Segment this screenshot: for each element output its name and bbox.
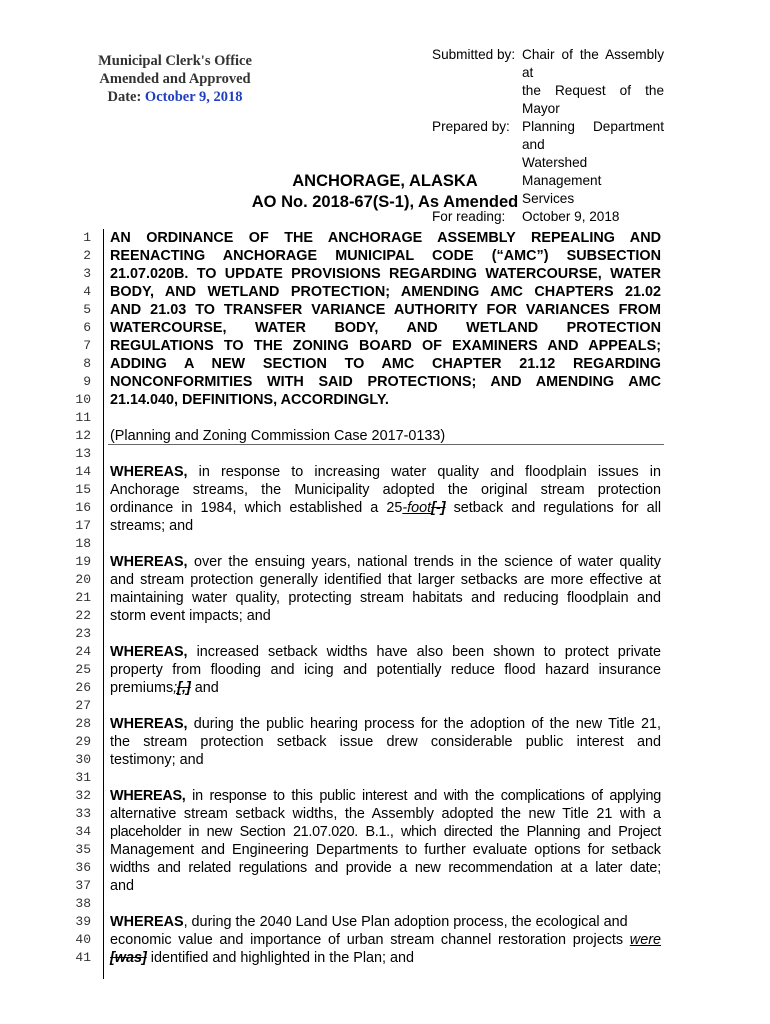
document-line (0, 337, 770, 355)
document-line (0, 589, 770, 607)
document-line (0, 373, 770, 391)
line-number: 1 (83, 230, 91, 245)
paragraph-text: setback and regulations for all (445, 500, 662, 516)
line-number: 29 (75, 734, 91, 749)
stamp-status: Amended and Approved (99, 71, 251, 87)
ordinance-title-line: BODY, AND WETLAND PROTECTION; AMENDING AMC CHAPTERS 21.02 (110, 284, 661, 300)
line-number: 15 (75, 482, 91, 497)
prepared-by-value-3: Services (522, 191, 575, 206)
submitted-by-value-2: the Request of the Mayor (522, 83, 664, 116)
line-number: 10 (75, 392, 91, 407)
whereas-label: WHEREAS, (110, 554, 188, 570)
document-line (0, 895, 770, 913)
document-line (0, 913, 770, 931)
stamp-date-value: October 9, 2018 (144, 89, 243, 105)
ordinance-title-line: 21.07.020B. TO UPDATE PROVISIONS REGARDING WATERCOURSE, WATER (110, 266, 661, 282)
line-number: 25 (75, 662, 91, 677)
document-line (0, 949, 770, 967)
document-line (0, 463, 770, 481)
line-number: 7 (83, 338, 91, 353)
ordinance-number-heading: AO No. 2018-67(S-1), As Amended (251, 193, 519, 211)
ordinance-title-line: WATERCOURSE, WATER BODY, AND WETLAND PROTECTION (110, 320, 661, 336)
whereas-paragraph-line (110, 931, 661, 949)
whereas-paragraph-line: storm event impacts; and (110, 608, 271, 624)
document-line (0, 661, 770, 679)
inserted-text: ; (173, 680, 178, 696)
document-line (0, 751, 770, 769)
line-number: 12 (75, 428, 91, 443)
paragraph-text: increased setback widths have also been shown to protect private (187, 644, 661, 660)
document-line (0, 301, 770, 319)
ordinance-title-line: REGULATIONS TO THE ZONING BOARD OF EXAMINERS AND APPEALS; (110, 338, 661, 354)
prepared-by-label: Prepared by: (432, 119, 510, 134)
line-number: 14 (75, 464, 91, 479)
line-number: 6 (83, 320, 91, 335)
whereas-paragraph-line: Anchorage streams, the Municipality adopted the original stream protection (110, 482, 661, 498)
submitted-by-value: Chair of the Assembly at (522, 47, 664, 80)
line-number: 23 (75, 626, 91, 641)
document-line (0, 769, 770, 787)
line-number: 28 (75, 716, 91, 731)
line-number: 32 (75, 788, 91, 803)
inserted-text: -foot (402, 500, 432, 516)
whereas-label: WHEREAS, (110, 464, 188, 480)
line-number: 8 (83, 356, 91, 371)
document-line (0, 409, 770, 427)
clerk-approval-stamp (80, 52, 270, 106)
deleted-text: [,] (177, 680, 191, 696)
document-line (0, 877, 770, 895)
whereas-paragraph-line: property from flooding and icing and potentially reduce flood hazard insurance (110, 662, 661, 678)
line-number: 19 (75, 554, 91, 569)
line-number: 39 (75, 914, 91, 929)
whereas-paragraph-line: streams; and (110, 518, 194, 534)
whereas-paragraph-line (110, 499, 661, 517)
ordinance-title-line: NONCONFORMITIES WITH SAID PROTECTIONS; AND AMENDING AMC (110, 374, 661, 390)
whereas-paragraph-line (110, 913, 661, 931)
whereas-paragraph-line: and stream protection generally identified that larger setbacks are more effective at (110, 572, 661, 588)
ordinance-title-line: AN ORDINANCE OF THE ANCHORAGE ASSEMBLY REPEALING AND (110, 230, 661, 246)
document-line (0, 733, 770, 751)
whereas-paragraph-line (110, 463, 661, 481)
line-number: 16 (75, 500, 91, 515)
line-number: 20 (75, 572, 91, 587)
whereas-paragraph-line: placeholder in new Section 21.07.020. B.1., which directed the Planning and Project (110, 824, 661, 840)
for-reading-label: For reading: (432, 209, 506, 224)
line-number: 11 (75, 410, 91, 425)
line-number: 9 (83, 374, 91, 389)
line-number: 31 (75, 770, 91, 785)
document-line (0, 823, 770, 841)
whereas-paragraph-line: alternative stream setback widths, the Assembly adopted the new Title 21 with a (110, 806, 661, 822)
line-number: 24 (75, 644, 91, 659)
ordinance-title-line: 21.14.040, DEFINITIONS, ACCORDINGLY. (110, 392, 389, 408)
document-line (0, 319, 770, 337)
paragraph-text: , during the 2040 Land Use Plan adoption process, the ecological and (183, 914, 628, 930)
stamp-office: Municipal Clerk's Office (98, 53, 252, 69)
whereas-label: WHEREAS (110, 914, 184, 930)
case-reference: (Planning and Zoning Commission Case 2017-0133) (110, 428, 446, 444)
whereas-paragraph-line: the stream protection setback issue drew considerable public interest and (110, 734, 661, 750)
ordinance-title-line: REENACTING ANCHORAGE MUNICIPAL CODE (“AMC”) SUBSECTION (110, 248, 661, 264)
whereas-paragraph-line (110, 679, 661, 697)
document-line (0, 643, 770, 661)
whereas-paragraph-line: widths and related regulations and provide a new recommendation at a later date; (110, 860, 661, 876)
paragraph-text: during the public hearing process for the adoption of the new Title 21, (187, 716, 661, 732)
document-line (0, 229, 770, 247)
paragraph-text: premiums (110, 680, 174, 696)
paragraph-text: in response to increasing water quality and floodplain issues in (187, 464, 661, 480)
stamp-date-label: Date: (107, 89, 142, 105)
document-line (0, 283, 770, 301)
document-line (0, 805, 770, 823)
line-number: 36 (75, 860, 91, 875)
document-line (0, 265, 770, 283)
paragraph-text: and (190, 680, 219, 696)
whereas-paragraph-line (110, 553, 661, 571)
document-line (0, 571, 770, 589)
document-line (0, 535, 770, 553)
document-line (0, 391, 770, 409)
whereas-paragraph-line (110, 715, 661, 733)
line-number: 4 (83, 284, 91, 299)
whereas-paragraph-line (110, 949, 661, 967)
line-number: 30 (75, 752, 91, 767)
submitted-by-label: Submitted by: (432, 47, 516, 62)
paragraph-text: over the ensuing years, national trends in the science of water quality (187, 554, 661, 570)
ordinance-title-line: AND 21.03 TO TRANSFER VARIANCE AUTHORITY FOR VARIANCES FROM (110, 302, 661, 318)
document-line (0, 931, 770, 949)
document-line (0, 787, 770, 805)
line-number: 26 (75, 680, 91, 695)
prepared-by-value-2: Watershed Management (522, 155, 602, 188)
line-number: 34 (75, 824, 91, 839)
whereas-paragraph-line: Management and Engineering Departments to further evaluate options for setback (110, 842, 661, 858)
deleted-text: [-] (431, 500, 446, 516)
whereas-paragraph-line: maintaining water quality, protecting stream habitats and reducing floodplain and (110, 590, 661, 606)
paragraph-text: identified and highlighted in the Plan; and (146, 950, 415, 966)
whereas-label: WHEREAS, (110, 788, 186, 804)
line-number: 41 (75, 950, 91, 965)
document-line (0, 247, 770, 265)
for-reading-value: October 9, 2018 (522, 209, 620, 224)
line-number: 35 (75, 842, 91, 857)
document-line (0, 607, 770, 625)
whereas-label: WHEREAS, (110, 644, 188, 660)
line-number: 13 (75, 446, 91, 461)
document-line (0, 427, 770, 445)
document-line (0, 697, 770, 715)
paragraph-text: economic value and importance of urban stream channel restoration projects (110, 932, 630, 948)
whereas-paragraph-line (110, 787, 661, 805)
stamp-date (80, 88, 270, 106)
deleted-text: [was] (110, 950, 147, 966)
inserted-text: were (629, 932, 661, 948)
prepared-by-value: Planning Department and (522, 119, 664, 152)
document-line (0, 859, 770, 877)
document-city-heading: ANCHORAGE, ALASKA (292, 172, 478, 190)
line-number: 2 (83, 248, 91, 263)
document-line (0, 499, 770, 517)
document-line (0, 679, 770, 697)
document-line (0, 481, 770, 499)
line-number: 27 (75, 698, 91, 713)
paragraph-text: in response to this public interest and with the complications of applying (185, 788, 661, 804)
line-number: 21 (75, 590, 91, 605)
whereas-paragraph-line: and (110, 878, 135, 894)
line-number: 17 (75, 518, 91, 533)
line-number: 33 (75, 806, 91, 821)
document-line (0, 715, 770, 733)
line-number: 38 (75, 896, 91, 911)
line-number: 40 (75, 932, 91, 947)
paragraph-text: ordinance in 1984, which established a 25 (110, 500, 403, 516)
whereas-paragraph-line: testimony; and (110, 752, 204, 768)
whereas-paragraph-line (110, 643, 661, 661)
line-number: 5 (83, 302, 91, 317)
document-line (0, 625, 770, 643)
line-number: 18 (75, 536, 91, 551)
document-line (0, 841, 770, 859)
document-line (0, 355, 770, 373)
line-number: 37 (75, 878, 91, 893)
document-line (0, 445, 770, 463)
line-number: 22 (75, 608, 91, 623)
whereas-label: WHEREAS, (110, 716, 188, 732)
document-line (0, 553, 770, 571)
ordinance-title-line: ADDING A NEW SECTION TO AMC CHAPTER 21.12 REGARDING (110, 356, 661, 372)
document-line (0, 517, 770, 535)
line-number: 3 (83, 266, 91, 281)
